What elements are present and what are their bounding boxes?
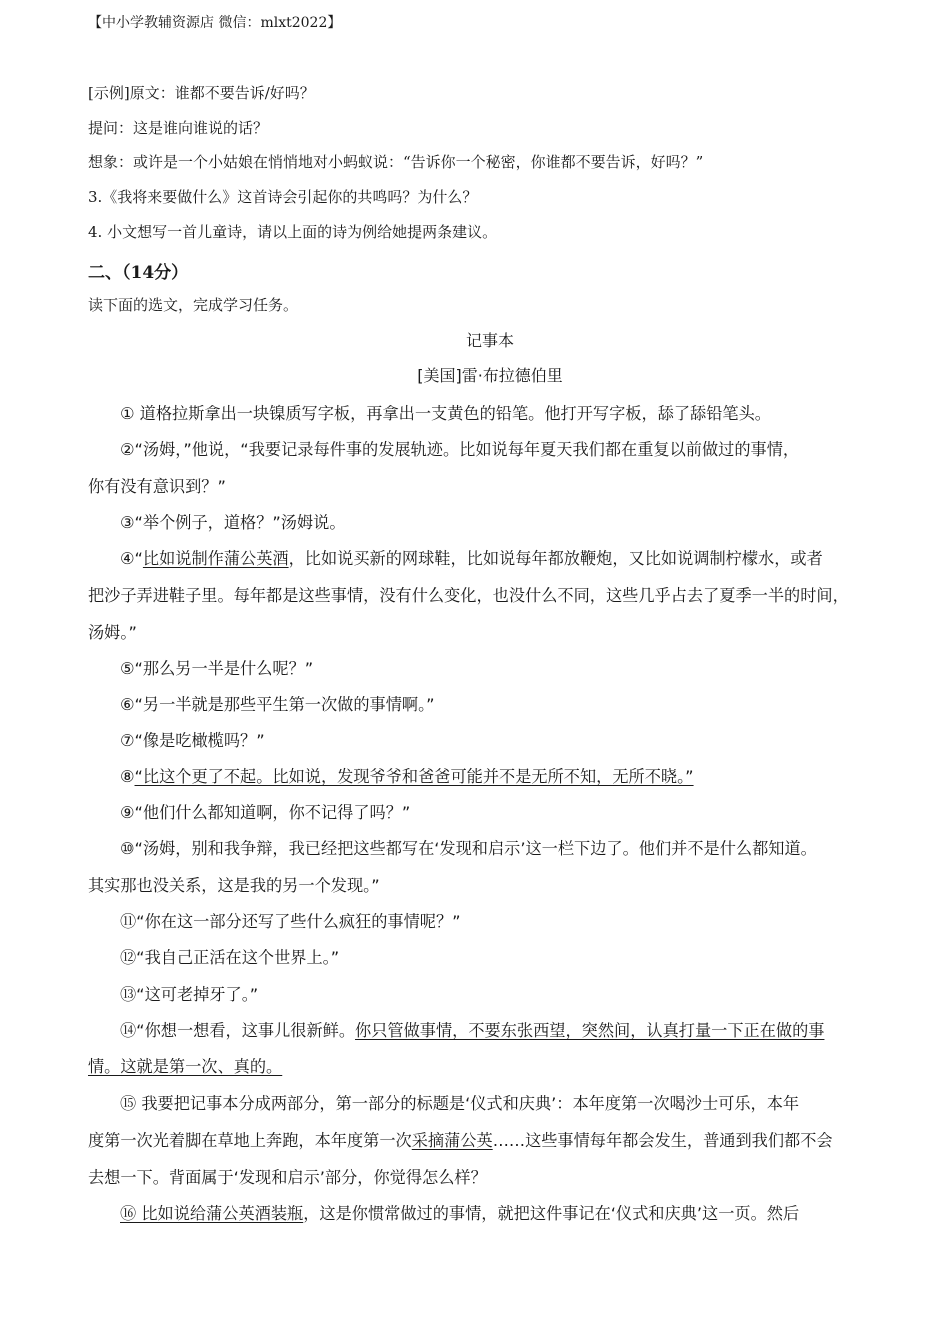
paragraph-9: ⑨“他们什么都知道啊，你不记得了吗？” [120, 803, 411, 822]
paragraph-3: ③“举个例子，道格？”汤姆说。 [120, 513, 346, 532]
paragraph-14-line-2 [88, 1053, 863, 1077]
paragraph-10-line-1: ⑩“汤姆，别和我争辩，我已经把这些都写在‘发现和启示’这一栏下边了。他们并不是什么都知道。 [120, 839, 817, 858]
article-title: 记事本 [465, 331, 514, 350]
paragraph-6: ⑥“另一半就是那些平生第一次做的事情啊。” [120, 695, 435, 714]
paragraph-5: ⑤“那么另一半是什么呢？” [120, 659, 314, 678]
imagine-line: 想象：或许是一个小姑娘在悄悄地对小蚂蚁说：“告诉你一个秘密，你谁都不要告诉，好吗？” [88, 153, 704, 171]
paragraph-11: ⑪“你在这一部分还写了些什么疯狂的事情呢？” [120, 912, 461, 931]
paragraph-7: ⑦“像是吃橄榄吗？” [120, 731, 265, 750]
paragraph-15-line-3: 去想一下。背面属于‘发现和启示’部分，你觉得怎么样？ [88, 1168, 487, 1187]
paragraph-10-line-2: 其实那也没关系，这是我的另一个发现。” [88, 876, 380, 895]
p16-underlined: ⑯ 比如说给蒲公英酒装瓶 [120, 1204, 304, 1223]
paragraph-8 [88, 763, 895, 787]
p8-prefix: ⑧ [120, 767, 135, 786]
paragraph-14-line-1 [88, 1017, 895, 1041]
question-3: 3.《我将来要做什么》这首诗会引起你的共鸣吗？为什么？ [88, 188, 478, 206]
p4-rest: ，比如说买新的网球鞋，比如说每年都放鞭炮，又比如说调制柠檬水，或者 [288, 549, 823, 568]
article-author: [美国]雷·布拉德伯里 [417, 366, 563, 385]
p15-underlined: 采摘蒲公英 [411, 1131, 493, 1150]
ask-line: 提问：这是谁向谁说的话？ [88, 119, 269, 137]
paragraph-4-line-3: 汤姆。” [88, 623, 137, 642]
p15-rest: ……这些事情每年都会发生，普通到我们都不会 [492, 1131, 833, 1150]
question-4: 4. 小文想写一首儿童诗，请以上面的诗为例给她提两条建议。 [88, 223, 498, 241]
paragraph-4-line-1 [88, 545, 895, 569]
paragraph-15-line-2 [88, 1127, 863, 1151]
page-header: 【中小学教辅资源店 微信：mlxt2022】 [88, 15, 342, 31]
paragraph-4-line-2: 把沙子弄进鞋子里。每年都是这些事情，没有什么变化，也没什么不同，这些几乎占去了夏季一半的时间， [88, 586, 849, 605]
paragraph-2-line-1: ②“汤姆，”他说，“我要记录每件事的发展轨迹。比如说每年夏天我们都在重复以前做过的事情， [120, 440, 800, 459]
paragraph-15-line-1: ⑮ 我要把记事本分成两部分，第一部分的标题是‘仪式和庆典’：本年度第一次喝沙士可乐，本年 [120, 1094, 800, 1113]
p8-underlined: “比这个更了不起。比如说，发现爷爷和爸爸可能并不是无所不知，无所不晓。” [134, 767, 694, 786]
example-line: [示例]原文：谁都不要告诉/好吗？ [88, 84, 315, 102]
paragraph-1: ① 道格拉斯拿出一块镍质写字板，再拿出一支黄色的铅笔。他打开写字板，舔了舔铅笔头。 [120, 404, 771, 423]
paragraph-16 [88, 1200, 895, 1224]
p14-prefix: ⑭“你想一想看，这事儿很新鲜。 [120, 1021, 356, 1040]
section-instruction: 读下面的选文，完成学习任务。 [88, 296, 299, 314]
p16-rest: ，这是你惯常做过的事情，就把这件事记在‘仪式和庆典’这一页。然后 [303, 1204, 800, 1223]
p14-underlined-2: 情。这就是第一次、真的。 [88, 1057, 283, 1076]
p4-prefix: ④“ [120, 549, 143, 568]
paragraph-13: ⑬“这可老掉牙了。” [120, 985, 259, 1004]
paragraph-2-line-2: 你有没有意识到？” [88, 477, 226, 496]
p4-underlined: 比如说制作蒲公英酒 [142, 549, 289, 568]
paragraph-12: ⑫“我自己正活在这个世界上。” [120, 948, 340, 967]
p14-underlined: 你只管做事情，不要东张西望，突然间，认真打量一下正在做的事 [355, 1021, 825, 1040]
section-heading: 二、（14分） [88, 263, 189, 283]
p15-prefix: 度第一次光着脚在草地上奔跑，本年度第一次 [88, 1131, 412, 1150]
